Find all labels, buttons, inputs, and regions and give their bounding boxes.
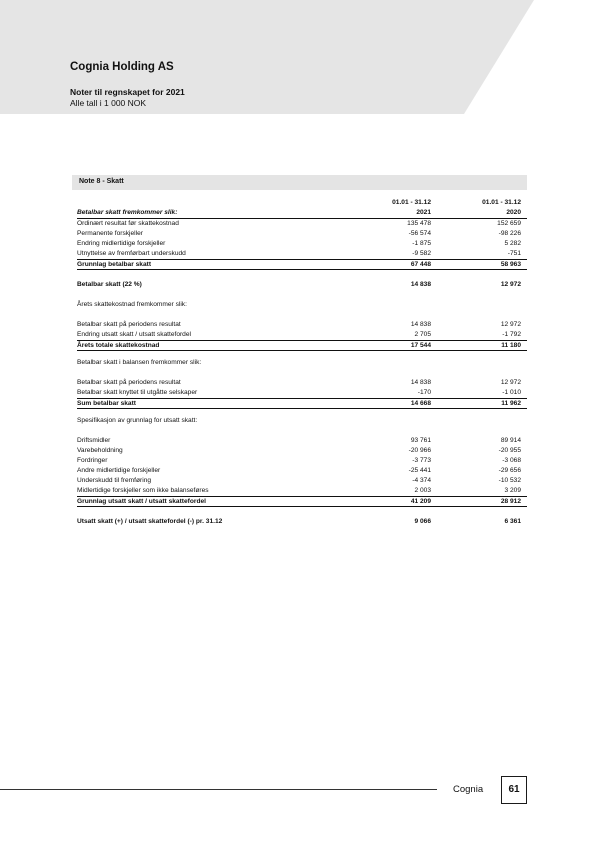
total-row-payable-balance <box>77 398 527 409</box>
value-2020: 12 972 <box>500 321 521 328</box>
units-note: Alle tall i 1 000 NOK <box>70 98 147 108</box>
section-heading: Betalbar skatt i balansen fremkommer slik: <box>77 359 202 366</box>
year-header-row <box>77 208 527 219</box>
value-2021: -1 875 <box>412 240 431 247</box>
value-2020: 5 282 <box>504 240 521 247</box>
section-heading: Årets skattekostnad fremkommer slik: <box>77 301 187 308</box>
footer-brand: Cognia <box>453 784 484 795</box>
value-2020: 11 962 <box>501 400 521 407</box>
value-2021: 14 838 <box>410 281 431 288</box>
table-row <box>77 330 527 340</box>
note-title: Note 8 - Skatt <box>79 178 124 185</box>
row-label: Permanente forskjeller <box>77 230 143 237</box>
value-2020: -29 656 <box>498 467 521 474</box>
value-2021: 14 668 <box>410 400 431 407</box>
value-2021: 2 003 <box>414 487 431 494</box>
row-label: Ordinært resultat før skattekostnad <box>77 220 179 227</box>
deferred-tax-result-row <box>77 517 527 527</box>
period-header-2020: 01.01 - 31.12 <box>482 199 521 206</box>
row-label: Driftsmidler <box>77 437 111 444</box>
value-2021: 135 478 <box>407 220 431 227</box>
row-label: Utnyttelse av fremførbart underskudd <box>77 250 186 257</box>
row-label: Grunnlag utsatt skatt / utsatt skattefordel <box>77 498 206 505</box>
row-label: Varebeholdning <box>77 447 123 454</box>
page-number: 61 <box>501 776 527 804</box>
section-heading-balance <box>77 358 527 368</box>
value-2021: 9 066 <box>414 518 431 525</box>
value-2020: 11 180 <box>501 342 521 349</box>
value-2021: 93 761 <box>410 437 431 444</box>
period-header-2021: 01.01 - 31.12 <box>392 199 431 206</box>
total-row-tax-cost <box>77 340 527 351</box>
total-row-taxable-base <box>77 259 527 270</box>
payable-tax-row <box>77 280 527 290</box>
value-2020: -3 068 <box>502 457 521 464</box>
value-2020: 89 914 <box>500 437 521 444</box>
footer-divider <box>0 789 437 790</box>
table-row <box>77 249 527 259</box>
row-label: Betalbar skatt på periodens resultat <box>77 321 181 328</box>
value-2021: 2 705 <box>414 331 431 338</box>
table-row <box>77 476 527 486</box>
total-row-deferred-base <box>77 496 527 507</box>
value-2020: 152 659 <box>497 220 521 227</box>
value-2021: 41 209 <box>410 498 431 505</box>
row-label: Andre midlertidige forskjeller <box>77 467 161 474</box>
value-2020: -20 955 <box>498 447 521 454</box>
value-2021: -9 582 <box>412 250 431 257</box>
row-label: Betalbar skatt (22 %) <box>77 281 142 288</box>
row-label: Fordringer <box>77 457 108 464</box>
value-2020: 6 361 <box>504 518 521 525</box>
table-row <box>77 378 527 388</box>
row-label: Endring midlertidige forskjeller <box>77 240 166 247</box>
year-header-2020: 2020 <box>506 209 521 216</box>
value-2020: -1 792 <box>502 331 521 338</box>
section-heading-payable: Betalbar skatt fremkommer slik: <box>77 209 178 216</box>
table-row <box>77 229 527 239</box>
table-row <box>77 436 527 446</box>
value-2020: 58 963 <box>500 261 521 268</box>
year-header-2021: 2021 <box>416 209 431 216</box>
value-2020: -98 226 <box>498 230 521 237</box>
table-row <box>77 456 527 466</box>
table-row <box>77 219 527 229</box>
value-2021: -3 773 <box>412 457 431 464</box>
value-2020: -1 010 <box>502 389 521 396</box>
row-label: Underskudd til fremføring <box>77 477 152 484</box>
row-label: Utsatt skatt (+) / utsatt skattefordel (-) pr. 31.12 <box>77 518 223 525</box>
table-row <box>77 320 527 330</box>
value-2021: -170 <box>417 389 431 396</box>
row-label: Grunnlag betalbar skatt <box>77 261 152 268</box>
value-2020: -751 <box>507 250 521 257</box>
table-row <box>77 239 527 249</box>
row-label: Betalbar skatt på periodens resultat <box>77 379 181 386</box>
value-2020: -10 532 <box>498 477 521 484</box>
row-label: Endring utsatt skatt / utsatt skattefordel <box>77 331 191 338</box>
table-row <box>77 446 527 456</box>
row-label: Betalbar skatt knyttet til utgåtte selskaper <box>77 389 198 396</box>
document-subtitle: Noter til regnskapet for 2021 <box>70 87 185 97</box>
table-row <box>77 466 527 476</box>
table-row <box>77 388 527 398</box>
section-heading: Spesifikasjon av grunnlag for utsatt skatt: <box>77 417 198 424</box>
value-2020: 28 912 <box>500 498 521 505</box>
value-2021: -4 374 <box>412 477 431 484</box>
section-heading-deferred <box>77 416 527 426</box>
value-2021: 14 838 <box>410 321 431 328</box>
value-2021: 17 544 <box>410 342 431 349</box>
note-title-bar <box>72 175 527 190</box>
value-2020: 3 209 <box>504 487 521 494</box>
table-row <box>77 486 527 496</box>
value-2021: -20 966 <box>408 447 431 454</box>
value-2021: 67 448 <box>410 261 431 268</box>
tax-note-table <box>77 198 527 527</box>
period-header-row <box>77 198 527 208</box>
row-label: Årets totale skattekostnad <box>77 342 160 349</box>
value-2021: -25 441 <box>408 467 431 474</box>
value-2021: -56 574 <box>408 230 431 237</box>
value-2020: 12 972 <box>500 379 521 386</box>
section-heading-cost <box>77 300 527 310</box>
value-2021: 14 838 <box>410 379 431 386</box>
row-label: Sum betalbar skatt <box>77 400 136 407</box>
company-name: Cognia Holding AS <box>70 61 174 73</box>
row-label: Midlertidige forskjeller som ikke balanseføres <box>77 487 209 494</box>
value-2020: 12 972 <box>500 281 521 288</box>
